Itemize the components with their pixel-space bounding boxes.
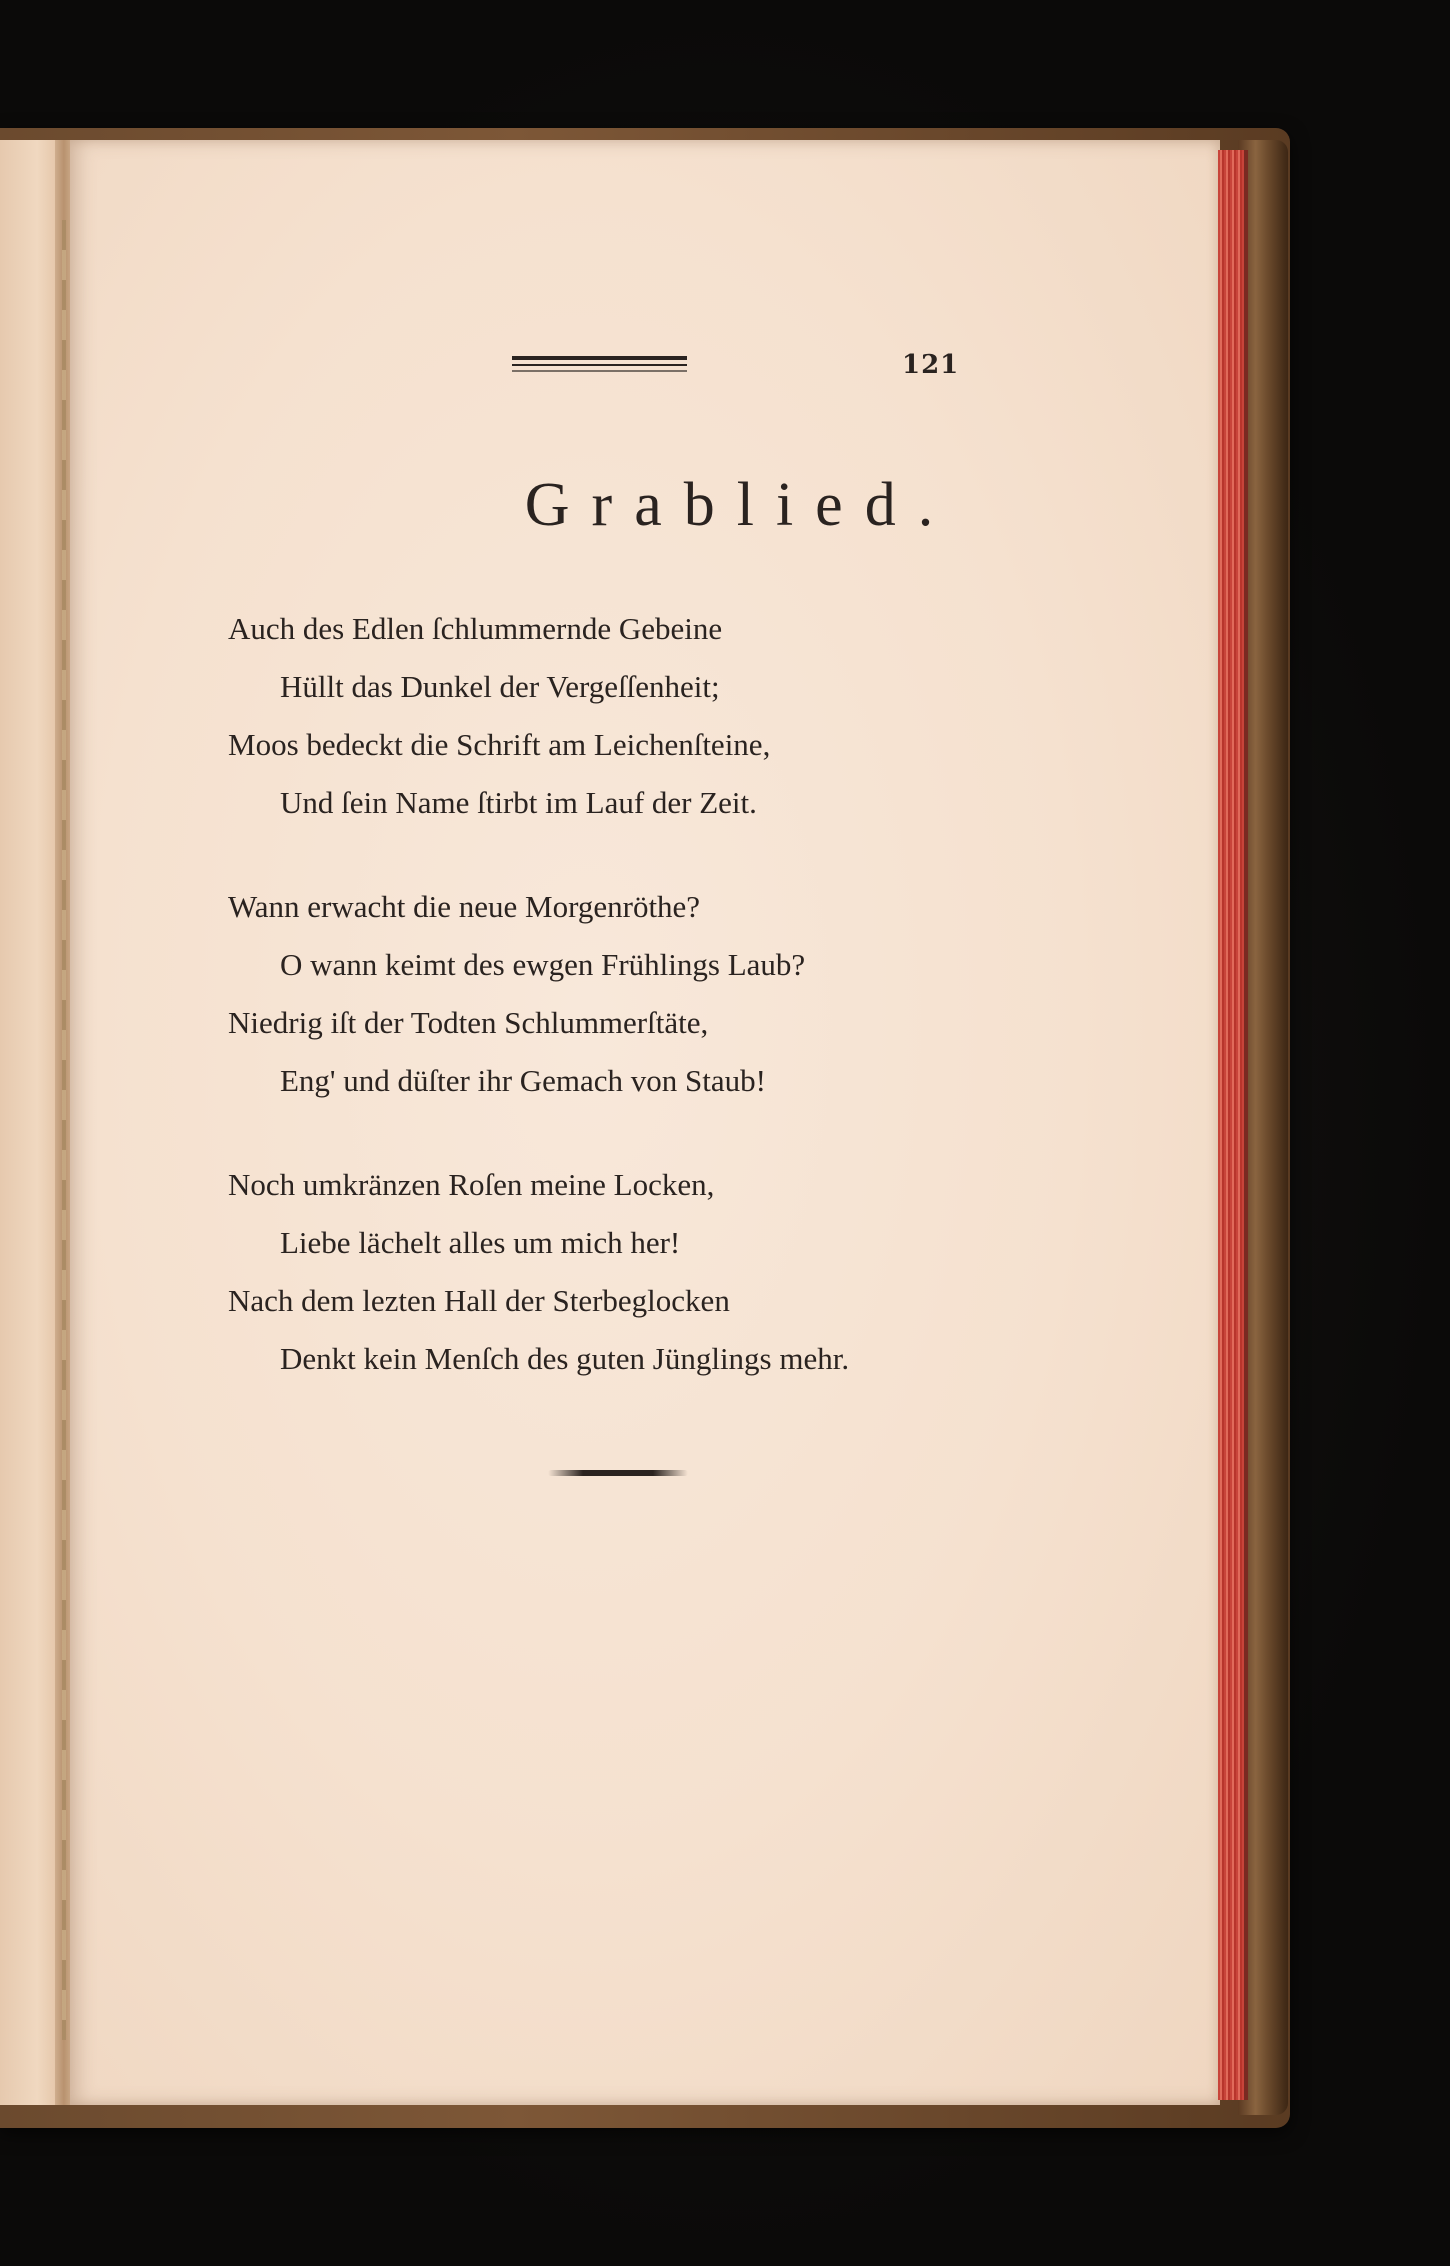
verse-line: O wann keimt des ewgen Frühlings Laub?	[280, 947, 806, 982]
verse-line: Liebe lächelt alles um mich her!	[280, 1225, 681, 1260]
stanza	[228, 1156, 988, 1388]
stanza	[228, 878, 988, 1110]
verse-line: Noch umkränzen Roſen meine Locken,	[228, 1167, 715, 1202]
poem-title: Grablied.	[524, 471, 956, 539]
verse-line: Nach dem lezten Hall der Sterbeglocken	[228, 1283, 730, 1318]
verse-line: Denkt kein Menſch des guten Jünglings mehr.	[280, 1341, 850, 1376]
page-number: 121	[902, 350, 960, 380]
verse-line: Auch des Edlen ſchlummernde Gebeine	[228, 611, 723, 646]
verse-line: Eng' und düſter ihr Gemach von Staub!	[280, 1063, 766, 1098]
verse-line: Moos bedeckt die Schrift am Leichenſteine,	[228, 727, 771, 762]
verse-line: Niedrig iſt der Todten Schlummerſtäte,	[228, 1005, 709, 1040]
header-rule	[512, 356, 687, 360]
stanza	[228, 600, 988, 832]
header-rule	[512, 370, 687, 372]
end-ornament-rule	[548, 1470, 688, 1476]
header-rule	[512, 364, 687, 366]
verse-line: Hüllt das Dunkel der Vergeſſenheit;	[280, 669, 720, 704]
verse-line: Wann erwacht die neue Morgenröthe?	[228, 889, 701, 924]
verse-line: Und ſein Name ſtirbt im Lauf der Zeit.	[280, 785, 757, 820]
